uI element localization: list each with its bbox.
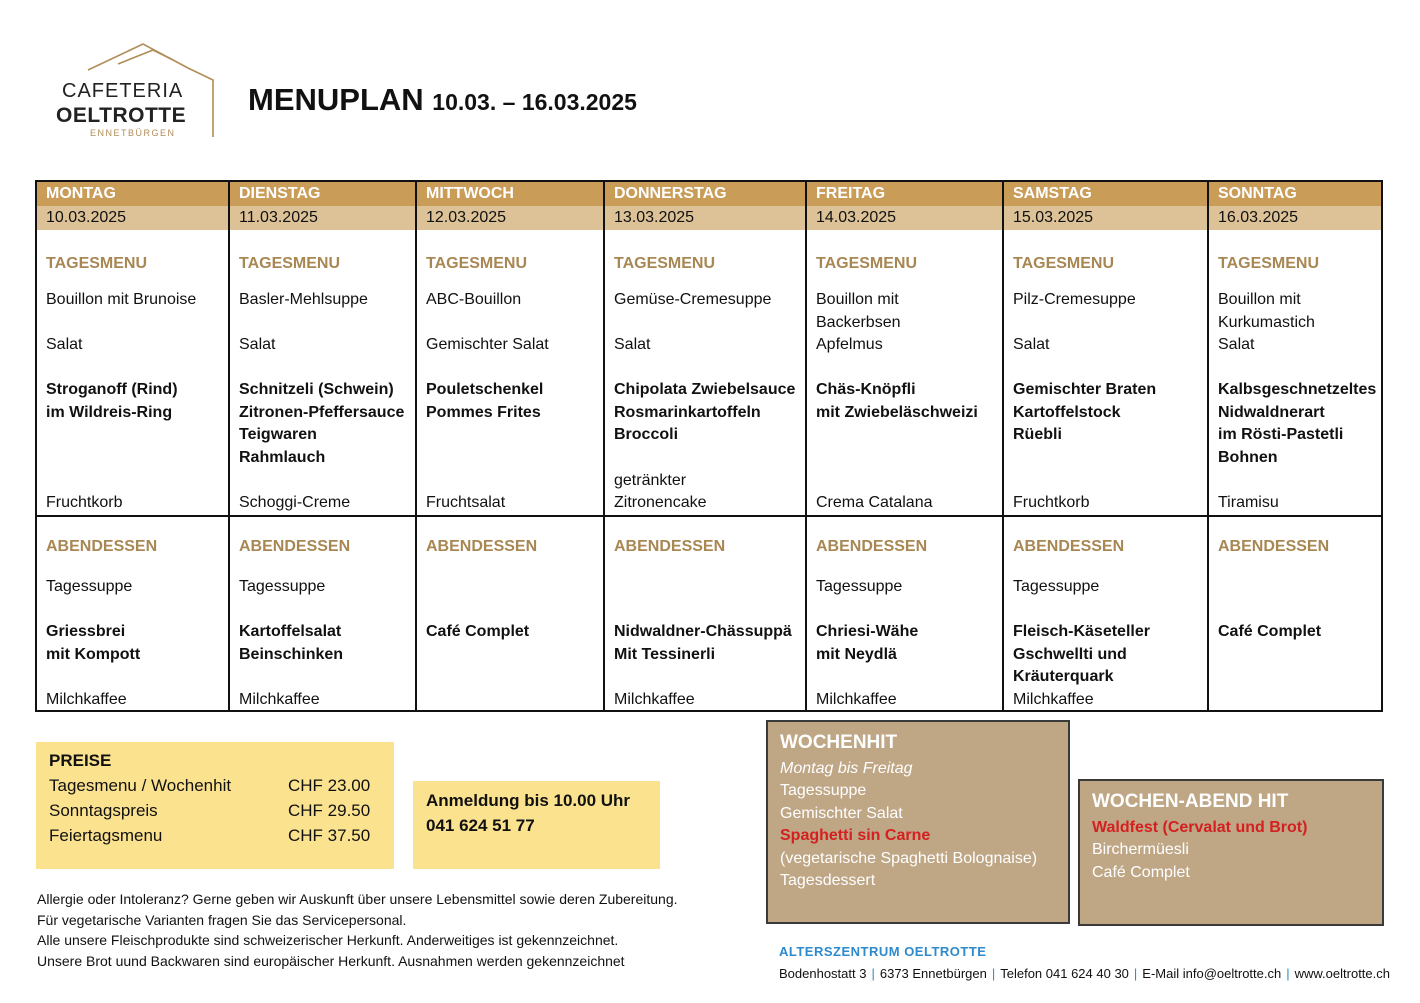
main-course-item: Pommes Frites (426, 403, 541, 421)
dessert-item: Fruchtsalat (426, 494, 506, 511)
dinner-main-item: mit Neydlä (816, 645, 897, 663)
soup-item: Bouillon mit (816, 291, 899, 308)
dessert-item: getränkter (614, 471, 687, 489)
day-date: 10.03.2025 (46, 209, 127, 226)
day-date: 11.03.2025 (239, 209, 318, 226)
day-date: 16.03.2025 (1218, 209, 1299, 226)
dinner-main-item: Kartoffelsalat (239, 623, 342, 640)
main-course-item: Nidwaldnerart (1218, 403, 1325, 421)
lunch-section-label: TAGESMENU (46, 255, 148, 272)
main-course-item: Zitronen-Pfeffersauce (239, 403, 405, 421)
day-name: SONNTAG (1218, 185, 1297, 202)
footer-phone: Telefon 041 624 40 30 (1000, 966, 1129, 981)
dinner-main-item: Nidwaldner-Chässuppä (614, 623, 792, 640)
main-course-item: Gemischter Braten (1013, 381, 1157, 398)
dinner-drink: Milchkaffee (816, 691, 897, 708)
day-column (228, 182, 415, 710)
soup-item: Pilz-Cremesuppe (1013, 291, 1136, 308)
day-name: FREITAG (816, 185, 886, 202)
dinner-main-item: mit Kompott (46, 645, 141, 663)
main-course-item: Kalbsgeschnetzeltes (1218, 381, 1377, 398)
price-label: Sonntagspreis (49, 801, 158, 820)
main-course-item: Pouletschenkel (426, 381, 544, 398)
day-date: 12.03.2025 (426, 209, 507, 226)
soup-item: Gemüse-Cremesuppe (614, 291, 772, 308)
soup-item: Basler-Mehlsuppe (239, 291, 368, 308)
main-course-item: Broccoli (614, 426, 679, 443)
logo-text-location: ENNETBÜRGEN (90, 128, 176, 138)
logo-text-oeltrotte: OELTROTTE (56, 104, 187, 127)
price-heading: PREISE (49, 751, 112, 770)
salad-item: Gemischter Salat (426, 336, 549, 353)
wochenhit-item: (vegetarische Spaghetti Bolognaise) (780, 850, 1038, 867)
main-course-item: Rahmlauch (239, 448, 326, 466)
lunch-section-label: TAGESMENU (1218, 255, 1320, 272)
soup-item: Backerbsen (816, 313, 901, 331)
dinner-section-label: ABENDESSEN (816, 538, 928, 555)
dinner-main-item: Kräuterquark (1013, 668, 1114, 685)
main-course-item: Stroganoff (Rind) (46, 381, 178, 398)
dinner-main-item: Café Complet (426, 623, 530, 640)
note-line: Alle unsere Fleischprodukte sind schweizerischer Herkunft. Anderweitiges ist gekennzeichnet. (37, 932, 619, 949)
abendhit-item: Birchermüesli (1092, 841, 1189, 858)
main-course-item: Kartoffelstock (1013, 403, 1121, 421)
wochenhit-heading: WOCHENHIT (780, 732, 898, 753)
note-line: Allergie oder Intoleranz? Gerne geben wir Auskunft über unsere Lebensmittel sowie deren Zubereitung. (37, 891, 678, 907)
dessert-item: Schoggi-Creme (239, 494, 351, 511)
logo-text-cafeteria: CAFETERIA (62, 80, 184, 102)
lunch-section-label: TAGESMENU (239, 255, 341, 272)
soup-item: ABC-Bouillon (426, 291, 522, 308)
dinner-soup: Tagessuppe (239, 578, 326, 595)
price-value: CHF 37.50 (288, 826, 371, 845)
abendhit-heading: WOCHEN-ABEND HIT (1092, 791, 1289, 812)
main-course-item: Chäs-Knöpfli (816, 381, 916, 398)
lunch-section-label: TAGESMENU (426, 255, 528, 272)
main-course-item: Chipolata Zwiebelsauce (614, 381, 796, 398)
dessert-item: Tiramisu (1218, 494, 1279, 511)
dessert-item: Zitronencake (614, 494, 707, 511)
dinner-main-item: Café Complet (1218, 623, 1322, 640)
salad-item: Salat (614, 336, 651, 353)
day-column (1002, 182, 1207, 710)
day-name: MONTAG (46, 185, 116, 202)
allergy-notes (37, 889, 678, 972)
salad-item: Salat (1013, 336, 1050, 353)
title-main: MENUPLAN (248, 82, 424, 117)
dessert-item: Crema Catalana (816, 494, 933, 511)
footer-brand: ALTERSZENTRUM OELTROTTE (779, 944, 987, 959)
footer-street: Bodenhostatt 3 (779, 966, 867, 981)
soup-item: Bouillon mit (1218, 291, 1301, 308)
soup-item: Kurkumastich (1218, 313, 1315, 331)
day-name: DIENSTAG (239, 185, 321, 202)
dinner-main-item: Fleisch-Käseteller (1013, 623, 1150, 640)
note-line: Unsere Brot uund Backwaren sind europäischer Herkunft. Ausnahmen werden gekennzeichnet (37, 953, 625, 970)
dessert-item: Fruchtkorb (46, 494, 123, 511)
day-date: 14.03.2025 (816, 209, 897, 226)
dinner-section-label: ABENDESSEN (426, 538, 538, 555)
price-box (36, 742, 394, 869)
salad-item: Salat (1218, 336, 1255, 353)
main-course-item: im Wildreis-Ring (46, 403, 173, 421)
lunch-section-label: TAGESMENU (1013, 255, 1115, 272)
abendhit-item: Café Complet (1092, 864, 1190, 881)
dinner-soup: Tagessuppe (1013, 578, 1100, 595)
dinner-section-label: ABENDESSEN (46, 538, 158, 555)
salad-item: Salat (239, 336, 276, 353)
main-course-item: mit Zwiebeläschweizi (816, 403, 978, 421)
footer-web-link[interactable]: www.oeltrotte.ch (1294, 966, 1390, 981)
dinner-main-item: Mit Tessinerli (614, 645, 716, 663)
dinner-main-item: Beinschinken (239, 645, 344, 663)
dinner-section-label: ABENDESSEN (614, 538, 726, 555)
weekly-menu-table (35, 180, 1383, 712)
price-label: Feiertagsmenu (49, 826, 163, 845)
dinner-soup: Tagessuppe (816, 578, 903, 595)
day-column (1207, 182, 1381, 710)
footer-address: Bodenhostatt 3 | 6373 Ennetbürgen | Telefon 041 624 40 30 | E-Mail info@oeltrotte.ch | www.oeltrotte.ch (779, 966, 1390, 981)
dessert-item: Fruchtkorb (1013, 494, 1090, 511)
wochenhit-subtitle: Montag bis Freitag (780, 760, 913, 777)
dinner-main-item: Griessbrei (46, 623, 126, 640)
wochenhit-item: Tagessuppe (780, 782, 867, 799)
price-value: CHF 29.50 (288, 801, 371, 820)
day-column (415, 182, 603, 710)
registration-deadline: Anmeldung bis 10.00 Uhr (426, 791, 631, 810)
day-date: 13.03.2025 (614, 209, 695, 226)
dinner-drink: Milchkaffee (614, 691, 695, 708)
dinner-section-label: ABENDESSEN (1013, 538, 1125, 555)
wochenhit-highlight: Spaghetti sin Carne (780, 827, 931, 844)
abendhit-highlight: Waldfest (Cervalat und Brot) (1092, 819, 1308, 836)
wochenhit-box (766, 720, 1070, 924)
wochenhit-item: Gemischter Salat (780, 805, 903, 822)
salad-item: Apfelmus (816, 336, 883, 353)
footer-email-link[interactable]: E-Mail info@oeltrotte.ch (1142, 966, 1282, 981)
registration-box (413, 781, 660, 869)
cafeteria-logo (48, 40, 218, 140)
salad-item: Salat (46, 336, 83, 353)
dinner-section-label: ABENDESSEN (239, 538, 351, 555)
day-name: DONNERSTAG (614, 185, 727, 202)
day-column (805, 182, 1002, 710)
page-title (248, 82, 637, 118)
dinner-soup: Tagessuppe (46, 578, 133, 595)
wochenhit-item: Tagesdessert (780, 872, 876, 889)
title-date-range: 10.03. – 16.03.2025 (432, 89, 637, 115)
dinner-main-item: Gschwellti und (1013, 645, 1127, 663)
dinner-main-item: Chriesi-Wähe (816, 623, 919, 640)
day-column (603, 182, 805, 710)
lunch-section-label: TAGESMENU (816, 255, 918, 272)
soup-item: Bouillon mit Brunoise (46, 291, 197, 308)
dinner-drink: Milchkaffee (46, 691, 127, 708)
main-course-item: im Rösti-Pastetli (1218, 426, 1344, 443)
main-course-item: Teigwaren (239, 426, 317, 443)
day-name: MITTWOCH (426, 185, 514, 202)
day-date: 15.03.2025 (1013, 209, 1094, 226)
footer-city: 6373 Ennetbürgen (879, 966, 987, 981)
lunch-section-label: TAGESMENU (614, 255, 716, 272)
main-course-item: Rosmarinkartoffeln (614, 403, 761, 421)
abendhit-box (1078, 779, 1384, 926)
dinner-drink: Milchkaffee (239, 691, 320, 708)
main-course-item: Rüebli (1013, 426, 1062, 443)
main-course-item: Schnitzeli (Schwein) (239, 381, 394, 398)
main-course-item: Bohnen (1218, 448, 1278, 466)
price-label: Tagesmenu / Wochenhit (49, 776, 232, 795)
registration-phone: 041 624 51 77 (426, 816, 535, 835)
note-line: Für vegetarische Varianten fragen Sie das Servicepersonal. (37, 911, 407, 928)
day-column (37, 182, 228, 710)
price-value: CHF 23.00 (288, 776, 371, 795)
dinner-section-label: ABENDESSEN (1218, 538, 1330, 555)
dinner-drink: Milchkaffee (1013, 691, 1094, 708)
day-name: SAMSTAG (1013, 185, 1092, 202)
